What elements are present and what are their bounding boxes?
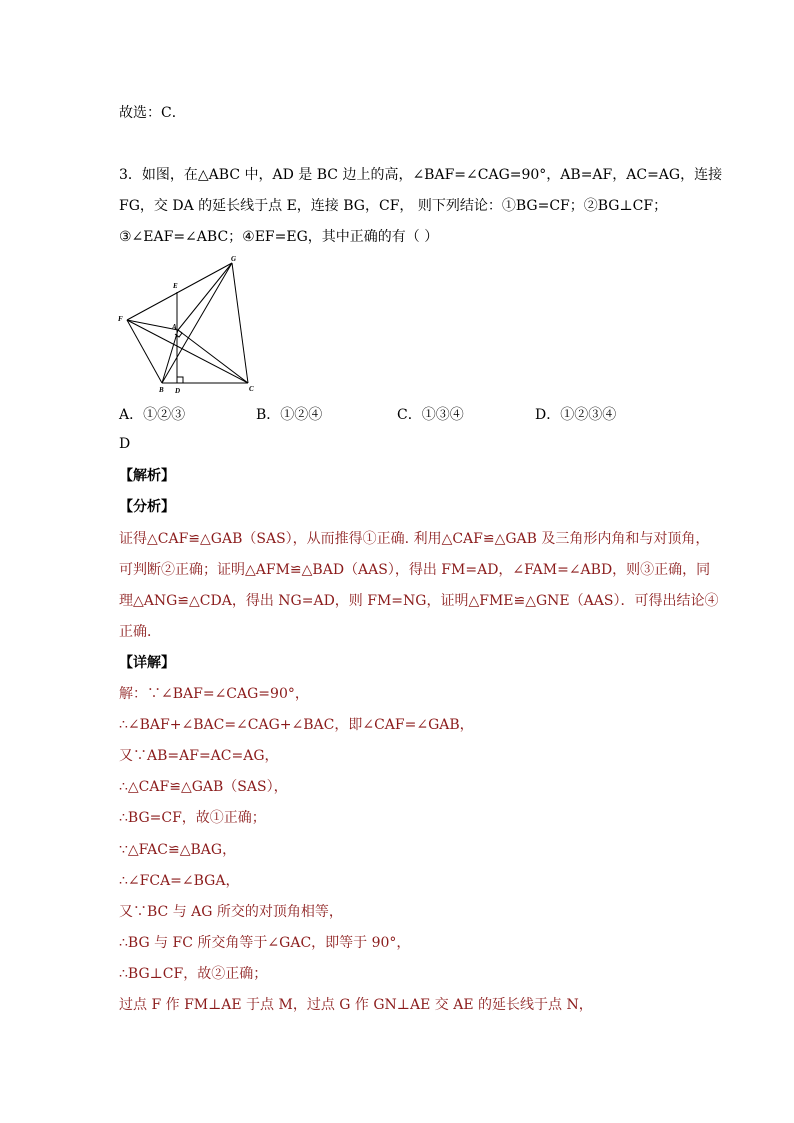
question-line-2: FG，交 DA 的延长线于点 E，连接 BG，CF， 则下列结论：①BG=CF；②BG⊥CF； bbox=[119, 198, 668, 214]
detail-line-6: ∵△FAC≌△BAG， bbox=[119, 842, 237, 858]
detail-line-11: 过点 F 作 FM⊥AE 于点 M，过点 G 作 GN⊥AE 交 AE 的延长线于点 N， bbox=[119, 997, 593, 1013]
analysis-line-4: 正确． bbox=[119, 624, 161, 640]
analysis-line-3: 理△ANG≌△CDA，得出 NG=AD，则 FM=NG，证明△FME≌△GNE（AAS）．可得出结论④ bbox=[119, 593, 719, 609]
previous-answer: 故选：C． bbox=[119, 105, 186, 121]
label-e: E bbox=[173, 282, 178, 290]
header-fenxi: 【分析】 bbox=[119, 499, 175, 515]
analysis-line-1: 证得△CAF≌△GAB（SAS），从而推得①正确. 利用△CAF≌△GAB 及三角形内角和与对顶角， bbox=[119, 531, 710, 547]
detail-line-3: 又∵AB=AF=AC=AG， bbox=[119, 748, 279, 764]
option-c: C．①③④ bbox=[397, 407, 464, 423]
option-a: A．①②③ bbox=[119, 407, 186, 423]
analysis-line-2: 可判断②正确；证明△AFM≌△BAD（AAS），得出 FM=AD，∠FAM=∠ABD，则③正确，同 bbox=[119, 562, 711, 578]
detail-line-7: ∴∠FCA=∠BGA， bbox=[119, 873, 240, 889]
label-g: G bbox=[231, 255, 237, 263]
label-b: B bbox=[159, 386, 164, 394]
detail-line-8: 又∵BC 与 AG 所交的对顶角相等， bbox=[119, 904, 343, 920]
detail-line-1: 解：∵∠BAF=∠CAG=90°， bbox=[119, 686, 309, 702]
detail-line-10: ∴BG⊥CF，故②正确； bbox=[119, 966, 268, 982]
detail-line-9: ∴BG 与 FC 所交角等于∠GAC，即等于 90°， bbox=[119, 935, 411, 951]
answer: D bbox=[119, 436, 131, 452]
detail-line-2: ∴∠BAF+∠BAC=∠CAG+∠BAC，即∠CAF=∠GAB， bbox=[119, 717, 474, 733]
label-d: D bbox=[175, 387, 181, 395]
option-d: D．①②③④ bbox=[535, 407, 617, 423]
label-f: F bbox=[118, 315, 123, 323]
detail-line-5: ∴BG=CF，故①正确； bbox=[119, 810, 266, 826]
geometry-figure bbox=[115, 255, 265, 397]
detail-line-4: ∴△CAF≌△GAB（SAS）， bbox=[119, 779, 288, 795]
option-b: B．①②④ bbox=[256, 407, 323, 423]
header-jiexi: 【解析】 bbox=[119, 468, 175, 484]
question-line-3: ③∠EAF=∠ABC；④EF=EG，其中正确的有（ ） bbox=[119, 229, 439, 245]
label-c: C bbox=[249, 385, 254, 393]
header-xiangjie: 【详解】 bbox=[119, 655, 175, 671]
label-a: A bbox=[172, 323, 177, 331]
question-line-1: 3．如图，在△ABC 中，AD 是 BC 边上的高，∠BAF=∠CAG=90°，AB=AF，AC=AG，连接 bbox=[119, 167, 723, 183]
